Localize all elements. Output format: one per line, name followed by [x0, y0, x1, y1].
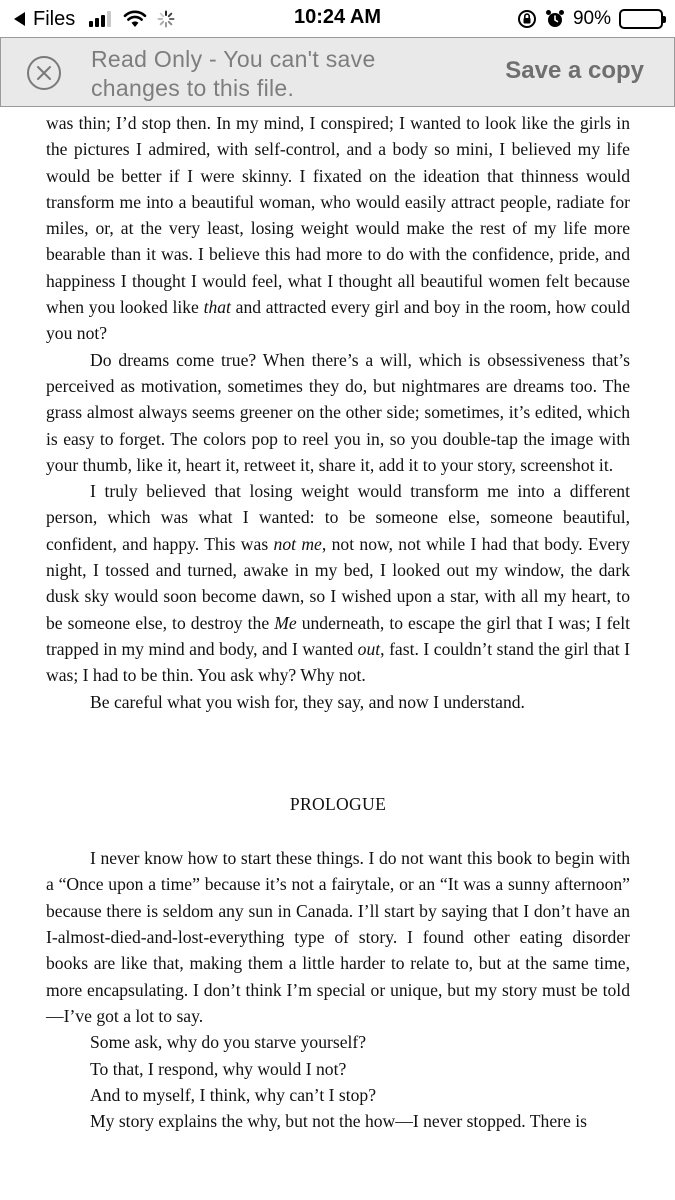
read-only-banner: [0, 37, 675, 107]
battery-percent: 90%: [572, 8, 611, 29]
paragraph: [46, 110, 630, 347]
status-time: 10:24 AM: [293, 6, 382, 28]
emphasis-text: out: [357, 638, 381, 659]
paragraph: I never know how to start these things. I do not want this book to begin with a “Once upon a time” because it’s not a fairytale, or an “It was a sunny afternoon” because there is seldom any sun in Canada. I’ll start by saying that I don’t have an I-almost-died-and-lost-everything type of story. I found other eating disorder books are like that, making them a little harder to relate to, but at the same time, more encapsulating. I don’t think I’m special or unique, but my story must be told—I’ve got a lot to say.: [46, 848, 630, 1026]
battery-icon: [619, 9, 663, 29]
paragraph: My story explains the why, but not the how—I never stopped. There is: [90, 1111, 587, 1132]
emphasis-text: not me: [273, 533, 322, 554]
paragraph: Do dreams come true? When there’s a will, which is obsessiveness that’s perceived as motivation, sometimes they do, but nightmares are dreams too. The grass almost always seems greener on the other side; sometimes, it’s edited, which is easy to forget. The colors pop to reel you in, so you double-tap the image with your thumb, like it, heart it, retweet it, share it, add it to your story, screenshot it.: [46, 349, 630, 475]
text-run: , not now, not while I had that body. Every night, I tossed and turned, awake in my bed, I looked out my window, the dark dusk sky would soon become dawn, so I wished upon a star, with all my heart, to be someone else, to destroy the: [46, 533, 631, 633]
paragraph: And to myself, I think, why can’t I stop?: [90, 1084, 377, 1105]
paragraph: Be careful what you wish for, they say, and now I understand.: [90, 691, 525, 712]
dismiss-banner-button[interactable]: [27, 56, 61, 90]
emphasis-text: that: [203, 297, 231, 318]
status-indicators: [517, 6, 663, 32]
read-only-message: Read Only - You can't save changes to this file.: [91, 46, 376, 101]
emphasis-text: Me: [274, 612, 297, 633]
text-run: underneath, to escape the girl that I was; I felt trapped in my mind and body, and I wanted: [46, 612, 631, 659]
save-a-copy-button[interactable]: Save a copy: [505, 57, 644, 84]
paragraph: Some ask, why do you starve yourself?: [90, 1032, 367, 1053]
text-run: was thin; I’d stop then. In my mind, I conspired; I wanted to look like the girls in the pictures I admired, with self-control, and a body so mini, I believed my life would be better if I were skinny. I fixated on the ideation that thinness would transform me into a beautiful woman, who would easily attract people, radiate for miles, or, at the very least, losing weight would make the rest of my life more bearable than it was. I believe this had more to do with the confidence, pride, and happiness I thought I would feel, what I thought all beautiful women felt because when you looked like: [46, 113, 630, 318]
text-run: I truly believed that losing weight would transform me into a different person, which was what I wanted: to be someone else, someone beautiful, confident, and happy. This was: [46, 481, 630, 554]
document-page: [46, 110, 630, 1134]
paragraph: [46, 478, 630, 688]
text-run: and attracted every girl and boy in the room, how could you not?: [46, 297, 631, 344]
orientation-lock-icon: [517, 9, 537, 29]
paragraph: To that, I respond, why would I not?: [90, 1058, 347, 1079]
text-run: , fast. I couldn’t stand the girl that I was; I had to be thin. You ask why? Why not.: [46, 638, 630, 686]
status-bar: [0, 0, 675, 38]
back-app-label: Files: [33, 7, 76, 30]
alarm-icon: [545, 9, 565, 29]
section-heading: PROLOGUE: [289, 793, 387, 814]
close-icon: [36, 65, 52, 81]
